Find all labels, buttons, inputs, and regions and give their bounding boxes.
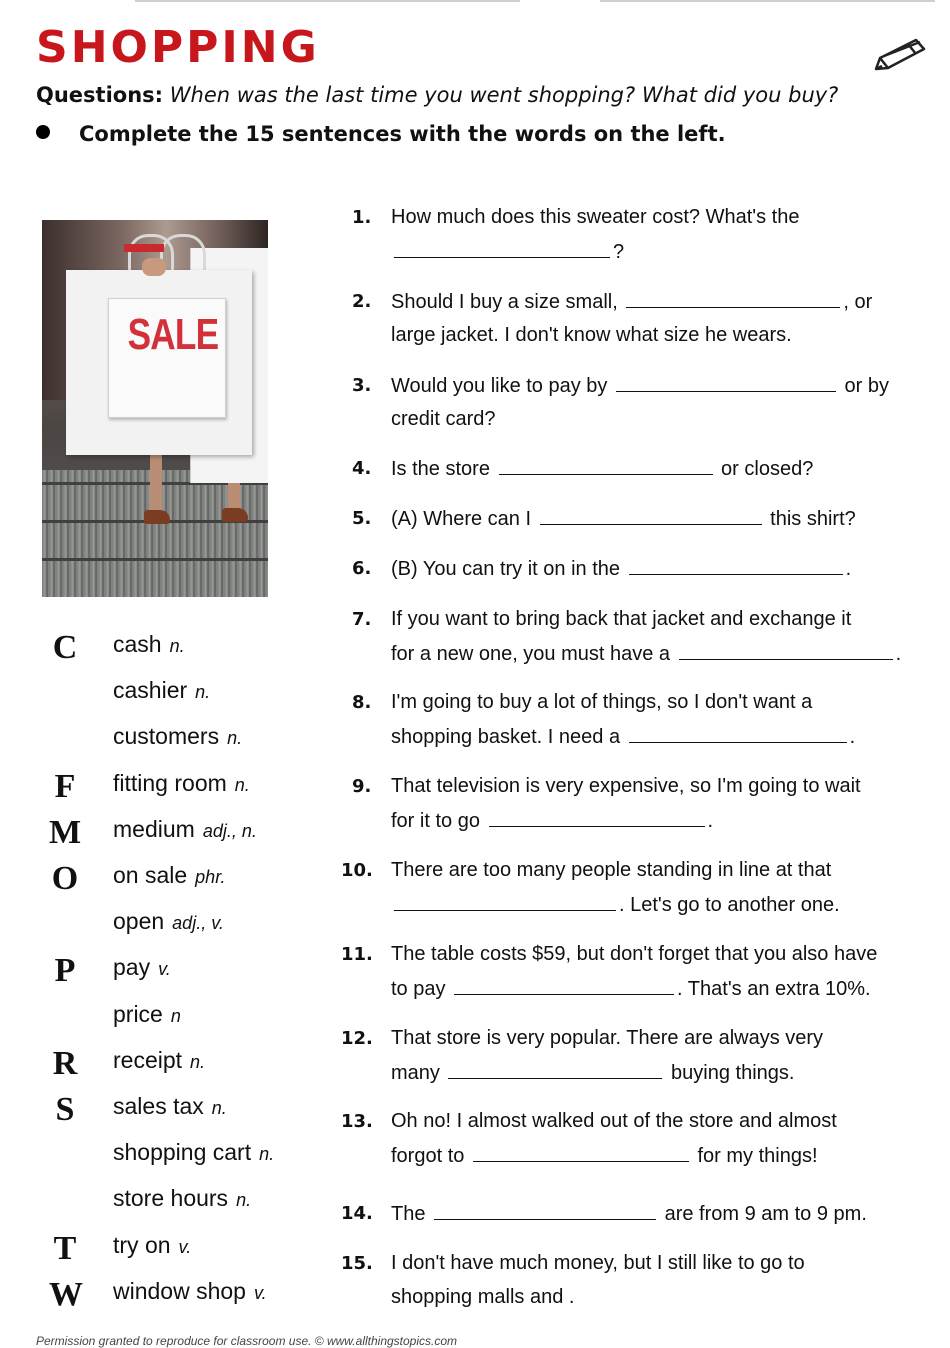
shopping-photo: [42, 220, 268, 597]
answer-blank[interactable]: [454, 977, 674, 995]
answer-blank[interactable]: [540, 507, 762, 525]
answer-blank[interactable]: [473, 1144, 689, 1162]
word-bank-word: try on: [113, 1232, 171, 1258]
questions-text: When was the last time you went shopping? What did you buy?: [169, 83, 839, 107]
word-bank-item: [113, 1047, 205, 1074]
sentence-text: Would you like to pay by: [391, 375, 613, 397]
word-bank-item: [113, 1001, 181, 1028]
word-bank-word: cashier: [113, 677, 188, 703]
shoe-left: [144, 510, 170, 524]
sentence-text: many: [391, 1062, 446, 1084]
word-bank-word: customers: [113, 723, 220, 749]
sentence-line: [391, 642, 901, 666]
sentence-number: 12.: [341, 1028, 373, 1049]
word-bank-part-of-speech: n.: [211, 1098, 227, 1118]
page-title: SHOPPING: [36, 22, 320, 73]
word-bank-part-of-speech: n.: [195, 682, 211, 702]
sentence-line: [391, 507, 856, 531]
sentence-number: 10.: [341, 860, 373, 881]
sentence-text: for it to go: [391, 810, 486, 832]
answer-blank[interactable]: [394, 893, 616, 911]
sentence-number: 3.: [352, 375, 372, 396]
sentence-text: That store is very popular. There are always very: [391, 1027, 824, 1049]
sentence-line: [391, 408, 496, 431]
word-bank-letter: P: [54, 952, 76, 989]
answer-blank[interactable]: [679, 642, 893, 660]
sentence-text: The table costs $59, but don't forget that you also have: [391, 943, 878, 965]
sentence-text: .: [849, 726, 856, 748]
top-divider-left: [135, 0, 520, 2]
sentence-text: forgot to: [391, 1145, 470, 1167]
sentence-text: .: [845, 558, 852, 580]
sentence-text: There are too many people standing in line at that: [391, 859, 832, 881]
word-bank-item: [113, 816, 257, 843]
sentence-line: [391, 691, 812, 714]
sentence-number: 8.: [352, 692, 372, 713]
word-bank-part-of-speech: n: [170, 1006, 181, 1026]
word-bank-item: [113, 1278, 267, 1305]
word-bank-letter: S: [55, 1091, 75, 1128]
sentence-line: [391, 943, 877, 966]
word-bank-part-of-speech: v.: [178, 1237, 192, 1257]
sentence-text: are from 9 am to 9 pm.: [659, 1203, 867, 1225]
sentence-text: , or: [843, 291, 873, 313]
sentence-text: shopping malls and: [391, 1286, 569, 1308]
word-bank-letter: W: [49, 1276, 83, 1313]
sentence-text: Oh no! I almost walked out of the store and almost: [391, 1110, 837, 1132]
sentence-text: to pay: [391, 978, 452, 1000]
instruction: [36, 122, 726, 146]
word-bank-part-of-speech: n.: [259, 1144, 275, 1164]
word-bank-word: fitting room: [113, 770, 227, 796]
word-bank-word: receipt: [113, 1047, 183, 1073]
sentence-number: 5.: [352, 508, 372, 529]
sentence-line: [391, 1061, 794, 1085]
word-bank-item: [113, 954, 171, 981]
answer-blank[interactable]: [626, 290, 840, 308]
sentence-text: for a new one, you must have a: [391, 643, 676, 665]
sentence-text: large jacket. I don't know what size he wears.: [391, 324, 792, 346]
sentence-line: [391, 324, 792, 347]
answer-blank[interactable]: [489, 809, 705, 827]
sentence-line: [391, 1252, 805, 1275]
word-bank-word: on sale: [113, 862, 188, 888]
word-bank-word: medium: [113, 816, 195, 842]
word-bank-word: window shop: [113, 1278, 246, 1304]
sentence-number: 6.: [352, 558, 372, 579]
word-bank-item: [113, 1232, 191, 1259]
sentence-line: [391, 290, 872, 314]
sentence-text: credit card?: [391, 408, 496, 430]
sentence-line: [391, 240, 624, 264]
bullet-dot-icon: [36, 125, 50, 139]
word-bank-letter: F: [54, 768, 76, 805]
sentence-text: . Let's go to another one.: [619, 894, 840, 916]
sentence-number: 1.: [352, 207, 372, 228]
sentence-text: or closed?: [715, 458, 814, 480]
word-bank-word: price: [113, 1001, 163, 1027]
sentence-text: .: [707, 810, 714, 832]
sentence-line: [391, 1110, 837, 1133]
top-divider-right: [600, 0, 935, 2]
word-bank-item: [113, 631, 185, 658]
word-bank-item: [113, 723, 242, 750]
sentence-line: [391, 1202, 867, 1226]
word-bank-item: [113, 1093, 227, 1120]
word-bank-part-of-speech: phr.: [195, 867, 226, 887]
sentence-text: or by: [838, 375, 890, 397]
word-bank-part-of-speech: v.: [253, 1283, 267, 1303]
sentence-line: [391, 977, 871, 1001]
word-bank-item: [113, 770, 250, 797]
sentence-text: (B) You can try it on in the: [391, 558, 626, 580]
sentence-line: [391, 557, 851, 581]
sentence-number: 11.: [341, 944, 373, 965]
sentence-line: [391, 893, 840, 917]
sentence-number: 15.: [341, 1253, 373, 1274]
sentence-number: 2.: [352, 291, 372, 312]
sentence-text: ?: [613, 241, 625, 263]
answer-blank[interactable]: [448, 1061, 662, 1079]
sentence-text: for my things!: [691, 1145, 818, 1167]
word-bank-item: [113, 1139, 274, 1166]
sentence-text: .: [568, 1286, 575, 1308]
word-bank-item: [113, 862, 226, 889]
footer-permission: Permission granted to reproduce for classroom use. © www.allthingstopics.com: [36, 1334, 458, 1348]
word-bank-word: shopping cart: [113, 1139, 252, 1165]
sentence-text: I don't have much money, but I still like to go to: [391, 1252, 805, 1274]
sentence-text: Is the store: [391, 458, 496, 480]
sentence-number: 4.: [352, 458, 372, 479]
sentence-line: [391, 1286, 574, 1309]
sentence-text: Should I buy a size small,: [391, 291, 624, 313]
answer-blank[interactable]: [394, 240, 610, 258]
sentence-number: 13.: [341, 1111, 373, 1132]
sentence-number: 7.: [352, 609, 372, 630]
sentence-text: shopping basket. I need a: [391, 726, 626, 748]
word-bank-letter: T: [53, 1230, 77, 1267]
answer-blank[interactable]: [616, 374, 836, 392]
sentence-text: That television is very expensive, so I'm going to wait: [391, 775, 861, 797]
sentence-line: [391, 206, 799, 229]
sentence-text: buying things.: [665, 1062, 795, 1084]
sentence-number: 14.: [341, 1203, 373, 1224]
sentence-line: [391, 809, 713, 833]
questions-prompt: [36, 83, 838, 107]
answer-blank[interactable]: [499, 457, 713, 475]
word-bank-part-of-speech: adj., v.: [172, 913, 224, 933]
sentence-text: How much does this sweater cost? What's the: [391, 206, 800, 228]
pencil-icon: [872, 36, 930, 76]
sentence-text: .: [895, 643, 902, 665]
shoe-right: [222, 508, 248, 522]
word-bank-part-of-speech: n.: [234, 775, 250, 795]
word-bank-word: pay: [113, 954, 151, 980]
word-bank-letter: M: [49, 814, 82, 851]
sentence-line: [391, 1027, 823, 1050]
word-bank-part-of-speech: v.: [158, 959, 171, 979]
questions-label: Questions:: [36, 83, 164, 107]
sentence-number: 9.: [352, 776, 372, 797]
sentence-line: [391, 457, 813, 481]
word-bank-part-of-speech: n.: [190, 1052, 206, 1072]
sentence-text: this shirt?: [764, 508, 856, 530]
sentence-line: [391, 775, 861, 798]
word-bank-part-of-speech: n.: [236, 1190, 252, 1210]
answer-blank[interactable]: [434, 1202, 656, 1220]
word-bank-letter: R: [52, 1045, 78, 1082]
answer-blank[interactable]: [629, 725, 847, 743]
sentence-text: (A) Where can I: [391, 508, 537, 530]
word-bank-word: sales tax: [113, 1093, 204, 1119]
sentence-line: [391, 374, 889, 398]
word-bank-word: store hours: [113, 1185, 229, 1211]
word-bank-part-of-speech: adj., n.: [202, 821, 257, 841]
word-bank-item: [113, 677, 210, 704]
word-bank-word: open: [113, 908, 165, 934]
answer-blank[interactable]: [629, 557, 843, 575]
word-bank-letter: O: [51, 860, 79, 897]
sentence-line: [391, 859, 831, 882]
sale-text: SALE: [127, 310, 219, 359]
sentence-text: . That's an extra 10%.: [677, 978, 871, 1000]
sentence-line: [391, 725, 855, 749]
word-bank-letter: C: [52, 629, 78, 666]
sentence-line: [391, 608, 851, 631]
word-bank-word: cash: [113, 631, 162, 657]
sentence-text: I'm going to buy a lot of things, so I don't want a: [391, 691, 813, 713]
sentence-text: If you want to bring back that jacket and exchange it: [391, 608, 852, 630]
word-bank-part-of-speech: n.: [169, 636, 185, 656]
instruction-text: Complete the 15 sentences with the words on the left.: [79, 122, 726, 146]
sentence-text: The: [391, 1203, 432, 1225]
word-bank-part-of-speech: n.: [227, 728, 243, 748]
word-bank-item: [113, 908, 224, 935]
sentence-line: [391, 1144, 818, 1168]
word-bank-item: [113, 1185, 251, 1212]
